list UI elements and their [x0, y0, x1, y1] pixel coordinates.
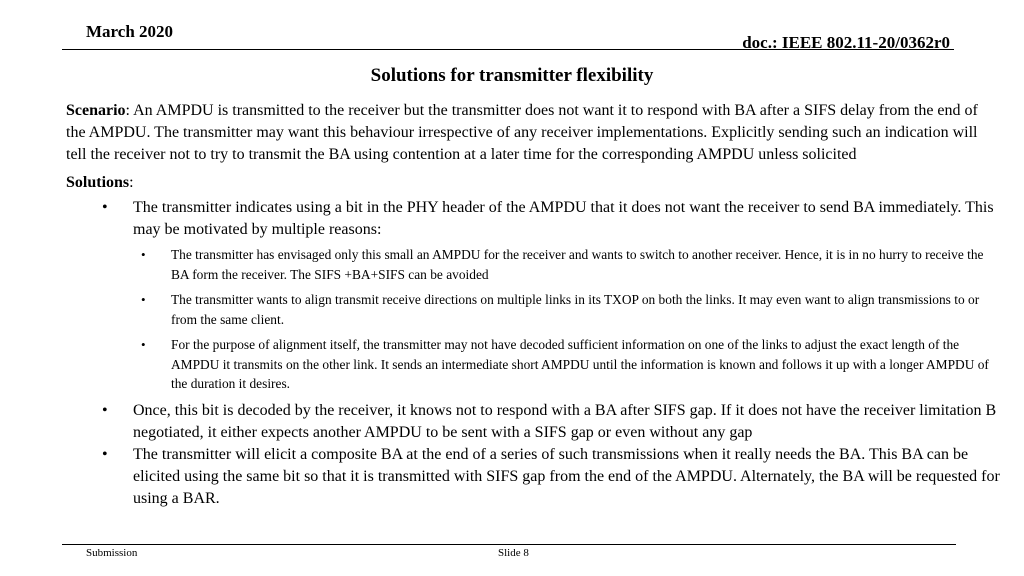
bullet-icon: • — [141, 292, 146, 307]
sub-list-item — [133, 245, 1000, 284]
list-item-text: The transmitter indicates using a bit in the PHY header of the AMPDU that it does not want the receiver to send BA immediately. This may be motivated by multiple reasons: — [133, 199, 994, 238]
list-item-text: The transmitter will elicit a composite BA at the end of a series of such transmissions when it really needs the BA. This BA can be elicited using the same bit so that it is transmitted with SIFS gap from the end of the AMPDU. Alternately, the BA will be requested for using a BAR. — [133, 445, 1000, 507]
list-item — [66, 197, 1000, 394]
header-divider — [62, 49, 954, 50]
bullet-icon: • — [141, 337, 146, 352]
sub-list-item-text: The transmitter has envisaged only this small an AMPDU for the receiver and wants to switch to another receiver. Hence, it is in no hurry to receive the BA form the receiver. The SIFS +BA+SIFS can be avoided — [171, 247, 984, 282]
sub-list-item-text: The transmitter wants to align transmit receive directions on multiple links in its TXOP on both the links. It may even want to align transmissions to or from the same client. — [171, 292, 980, 327]
scenario-text: : An AMPDU is transmitted to the receiver but the transmitter does not want it to respond with BA after a SIFS delay from the end of the AMPDU. The transmitter may want this behaviour irrespective of any receiver implementations. Explicitly sending such an indication will tell the receiver not to try to transmit the BA using contention at a later time for the corresponding AMPDU unless solicited — [66, 102, 978, 163]
reasons-list — [133, 245, 1000, 394]
solutions-label: Solutions — [66, 174, 130, 191]
list-item — [66, 444, 1000, 510]
bullet-icon: • — [141, 247, 146, 262]
sub-list-item-text: For the purpose of alignment itself, the transmitter may not have decoded sufficient information on one of the links to adjust the exact length of the AMPDU it transmits on the other link. It sends an intermediate short AMPDU until the information is known and follows it up with a longer AMPDU of the duration it desires. — [171, 337, 989, 391]
slide-title: Solutions for transmitter flexibility — [370, 65, 654, 86]
footer-submission: Submission — [86, 547, 138, 559]
sub-list-item — [133, 290, 1000, 329]
list-item — [66, 400, 1000, 444]
list-item-text: Once, this bit is decoded by the receiver, it knows not to respond with a BA after SIFS gap. If it does not have the receiver limitation B negotiated, it either expects another AMPDU to be sent with a SIFS gap or even without any gap — [133, 401, 997, 441]
document-id: doc.: IEEE 802.11-20/0362r0 — [742, 33, 950, 52]
bullet-icon: • — [102, 199, 108, 216]
sub-list-item — [133, 335, 1000, 394]
scenario-label: Scenario — [66, 102, 126, 119]
solutions-colon: : — [129, 174, 134, 191]
slide-body — [66, 100, 1000, 510]
bullet-icon: • — [102, 401, 108, 419]
solutions-heading — [66, 172, 1000, 194]
header-date: March 2020 — [86, 22, 174, 41]
footer-divider — [62, 544, 956, 545]
bullet-icon: • — [102, 445, 108, 463]
solutions-list — [66, 197, 1000, 510]
slide-number: Slide 8 — [498, 547, 529, 559]
scenario-paragraph — [66, 100, 1000, 166]
